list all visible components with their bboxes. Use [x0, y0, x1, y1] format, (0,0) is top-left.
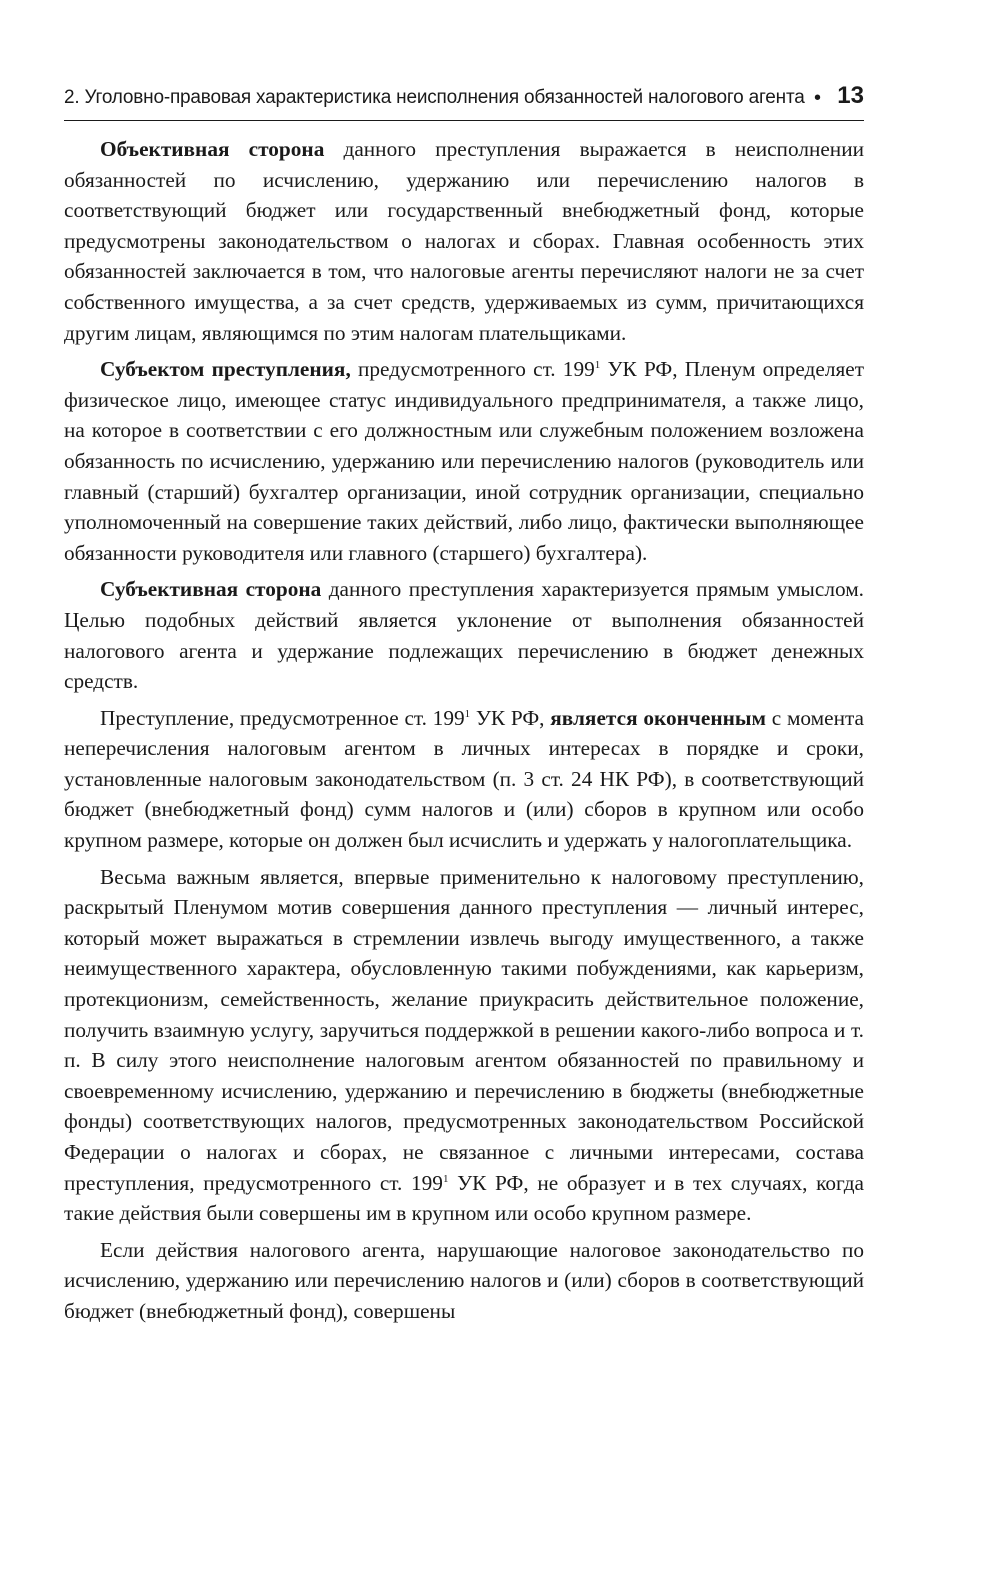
- paragraph-text: Преступление, предусмотренное ст. 199: [100, 705, 465, 730]
- article-superscript: 1: [594, 359, 601, 372]
- paragraph-text: с момента неперечисления налоговым агентом в личных интересах в порядке и сроки, установленные налоговым законодательством (п. 3 ст. 24 НК РФ), в соответствующий бюджет (внебюджетный фонд) сумм налогов и (или) сборов в крупном или особо крупном размере, которые он должен был исчислить и удержать у налогоплательщика.: [64, 705, 865, 853]
- paragraph-text: Весьма важным является, впервые применительно к налоговому преступлению, раскрытый Пленумом мотив совершения данного преступления — личный интерес, который может выражаться в стремлении извлечь выгоду имущественного, а также неимущественного характера, обусловленную такими побуждениями, как карьеризм, протекционизм, семейственность, желание приукрасить действительное положение, получить взаимную услугу, заручиться поддержкой в решении какого-либо вопроса и т. п. В силу этого неисполнение налоговым агентом обязанностей по правильному и своевременному исчислению, удержанию и перечислению в бюджеты (внебюджетные фонды) соответствующих налогов, предусмотренных законодательством Российской Федерации о налогах и сборах, не связанное с личными интересами, состава преступления, предусмотренного ст. 199: [64, 864, 864, 1195]
- header-bullet: •: [814, 87, 822, 109]
- paragraph-text: УК РФ, Пленум определяет физическое лицо, имеющее статус индивидуального предпринимателя, а также лицо, на которое в соответствии с его должностным или служебным положением возложена обязанность по исчислению, удержанию или перечислению налогов (руководитель или главный (старший) бухгалтер организации, иной сотрудник организации, специально уполномоченный на совершение таких действий, либо лицо, фактически выполняющее обязанности руководителя или главного (старшего) бухгалтера).: [64, 357, 864, 565]
- paragraph-text: УК РФ,: [470, 705, 551, 730]
- paragraph-objective-side: [64, 134, 864, 348]
- paragraph-subjective-side: [64, 574, 864, 696]
- chapter-title: 2. Уголовно-правовая характеристика неисполнения обязанностей налогового агента: [64, 87, 805, 108]
- paragraph-motive: [64, 862, 864, 1229]
- article-superscript: 1: [464, 707, 471, 720]
- paragraph-completion: [64, 703, 864, 856]
- paragraph-text: предусмотренного ст. 199: [350, 357, 595, 382]
- page-number: 13: [837, 82, 864, 109]
- paragraph-text: УК РФ, не образует и в тех случаях, когда такие действия были совершены им в крупном или особо крупном размере.: [64, 1170, 864, 1226]
- article-superscript: 1: [442, 1172, 449, 1185]
- paragraph-subject: [64, 354, 864, 568]
- paragraph-text: данного преступления выражается в неисполнении обязанностей по исчислению, удержанию или перечислению налогов в соответствующий бюджет или государственный внебюджетный фонд, которые предусмотрены законодательством о налогах и сборах. Главная особенность этих обязанностей заключается в том, что налоговые агенты перечисляют налоги не за счет собственного имущества, а за счет средств, удерживаемых из сумм, причитающихся другим лицам, являющимся по этим налогам плательщиками.: [64, 137, 864, 345]
- paragraph-continued: [64, 1235, 864, 1327]
- header-rule: [64, 120, 864, 121]
- page-body: [64, 134, 864, 1333]
- term-completed: является оконченным: [550, 705, 767, 730]
- term-subjective-side: Субъективная сторона: [100, 577, 322, 602]
- paragraph-text: данного преступления характеризуется прямым умыслом. Целью подобных действий является уклонение от выполнения обязанностей налогового агента и удержание подлежащих перечислению в бюджет денежных средств.: [64, 577, 864, 694]
- term-subject: Субъектом преступления,: [100, 357, 351, 382]
- term-objective-side: Объективная сторона: [100, 137, 325, 161]
- paragraph-text: Если действия налогового агента, нарушающие налоговое законодательство по исчислению, удержанию или перечислению налогов и (или) сборов в соответствующий бюджет (внебюджетный фонд), совершены: [64, 1237, 864, 1323]
